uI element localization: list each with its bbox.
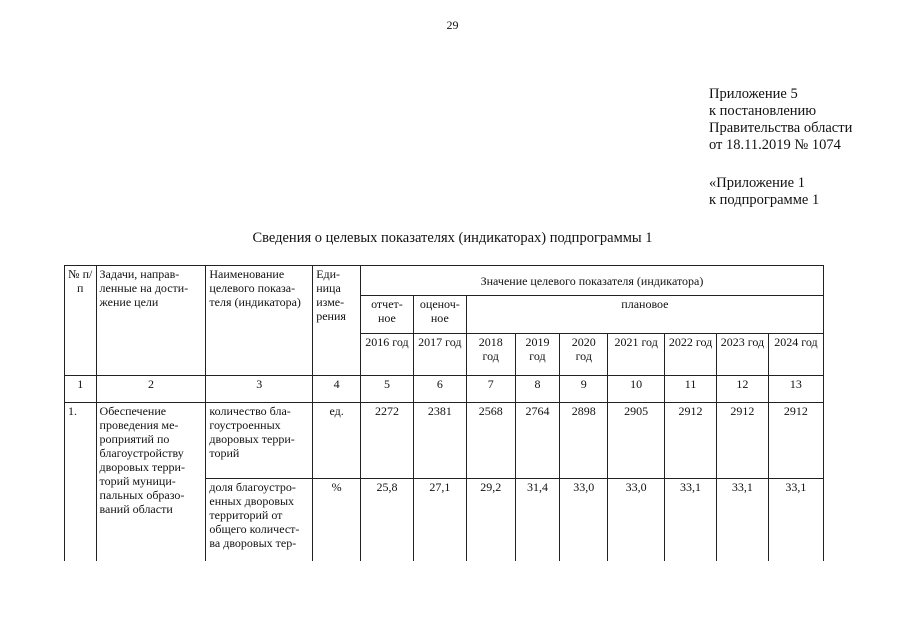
document-title: Сведения о целевых показателях (индикаторах) подпрограммы 1 — [252, 230, 653, 246]
column-number: 4 — [313, 376, 361, 403]
column-number-row — [65, 376, 824, 403]
header-year: 2017 год — [413, 334, 466, 376]
appendix-line-3: Правительства области — [709, 120, 853, 136]
table-row — [65, 403, 824, 479]
header-year: 2024 год — [768, 334, 823, 376]
header-year: 2019 год — [515, 334, 560, 376]
header-year: 2023 год — [716, 334, 768, 376]
column-number: 8 — [515, 376, 560, 403]
header-year: 2021 год — [608, 334, 665, 376]
indicator-value: 2912 — [768, 403, 823, 479]
indicator-value: 33,1 — [716, 479, 768, 561]
header-year: 2020 год — [560, 334, 608, 376]
page-number: 29 — [446, 18, 459, 32]
column-number: 12 — [716, 376, 768, 403]
header-indicator-name: Наименование целевого показа-теля (индикатора) — [206, 266, 313, 376]
column-number: 3 — [206, 376, 313, 403]
appendix-line-1: Приложение 5 — [709, 86, 798, 102]
indicator-name: количество бла-гоустроенных дворовых терри-торий — [206, 403, 313, 479]
indicator-name: доля благоустро-енных дворовых территорий от общего количест-ва дворовых тер- — [206, 479, 313, 561]
column-number: 11 — [665, 376, 717, 403]
column-number: 9 — [560, 376, 608, 403]
appendix-block — [709, 86, 852, 209]
indicator-value: 33,1 — [768, 479, 823, 561]
header-num: № п/п — [65, 266, 97, 376]
indicator-value: 33,0 — [608, 479, 665, 561]
header-year: 2022 год — [665, 334, 717, 376]
header-estimated: оценоч-ное — [413, 296, 466, 334]
indicator-unit: % — [313, 479, 361, 561]
indicator-value: 2568 — [466, 403, 515, 479]
appendix-line-4: от 18.11.2019 № 1074 — [709, 137, 841, 153]
header-unit: Еди-ница изме-рения — [313, 266, 361, 376]
indicator-value: 33,1 — [665, 479, 717, 561]
indicator-value: 29,2 — [466, 479, 515, 561]
indicator-value: 33,0 — [560, 479, 608, 561]
header-reported: отчет-ное — [361, 296, 414, 334]
column-number: 10 — [608, 376, 665, 403]
indicator-unit: ед. — [313, 403, 361, 479]
task-text: Обеспечение проведения ме-роприятий по благоустройству дворовых терри-торий муници-пальных образо-ваний области — [96, 403, 206, 561]
indicator-value: 25,8 — [361, 479, 414, 561]
indicator-value: 2905 — [608, 403, 665, 479]
row-number: 1. — [65, 403, 97, 561]
indicator-value: 27,1 — [413, 479, 466, 561]
column-number: 5 — [361, 376, 414, 403]
indicators-table — [64, 265, 824, 561]
appendix-line-2: к постановлению — [709, 103, 817, 119]
indicator-value: 31,4 — [515, 479, 560, 561]
appendix-line-5: «Приложение 1 — [709, 175, 805, 191]
column-number: 7 — [466, 376, 515, 403]
column-number: 13 — [768, 376, 823, 403]
header-year: 2018 год — [466, 334, 515, 376]
header-planned: плановое — [466, 296, 823, 334]
indicator-value: 2272 — [361, 403, 414, 479]
indicator-value: 2381 — [413, 403, 466, 479]
indicator-value: 2912 — [665, 403, 717, 479]
indicator-value: 2764 — [515, 403, 560, 479]
header-tasks: Задачи, направ-ленные на дости-жение цели — [96, 266, 206, 376]
header-value-group: Значение целевого показателя (индикатора) — [361, 266, 824, 296]
indicator-value: 2898 — [560, 403, 608, 479]
indicator-value: 2912 — [716, 403, 768, 479]
column-number: 2 — [96, 376, 206, 403]
column-number: 1 — [65, 376, 97, 403]
header-year: 2016 год — [361, 334, 414, 376]
appendix-line-6: к подпрограмме 1 — [709, 192, 820, 208]
column-number: 6 — [413, 376, 466, 403]
